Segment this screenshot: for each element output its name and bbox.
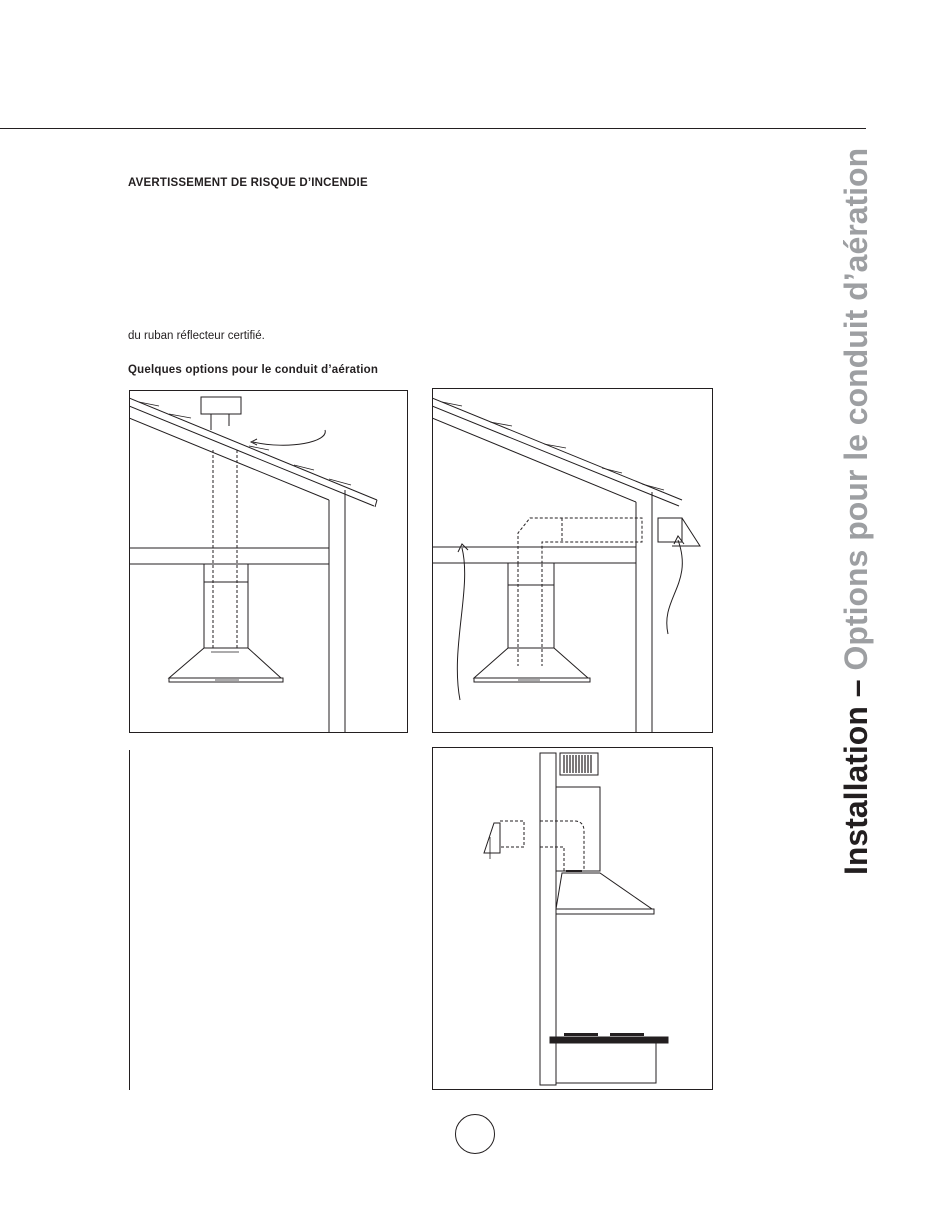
page-number-circle: [455, 1114, 495, 1154]
side-title-options: Options pour le conduit d’aération: [838, 147, 874, 671]
side-title-installation: Installation –: [838, 670, 874, 875]
figure-attic-vent: [432, 388, 714, 734]
empty-figure-border: [129, 750, 130, 1090]
header-rule: [0, 128, 866, 129]
side-section-title: [836, 147, 876, 875]
fire-warning-heading: AVERTISSEMENT DE RISQUE D’INCENDIE: [128, 177, 368, 189]
body-text: du ruban réflecteur certifié.: [128, 330, 265, 342]
figure-wall-vent: [432, 747, 714, 1091]
figure-roof-vent: [129, 390, 409, 734]
vent-options-heading: Quelques options pour le conduit d’aération: [128, 364, 379, 376]
